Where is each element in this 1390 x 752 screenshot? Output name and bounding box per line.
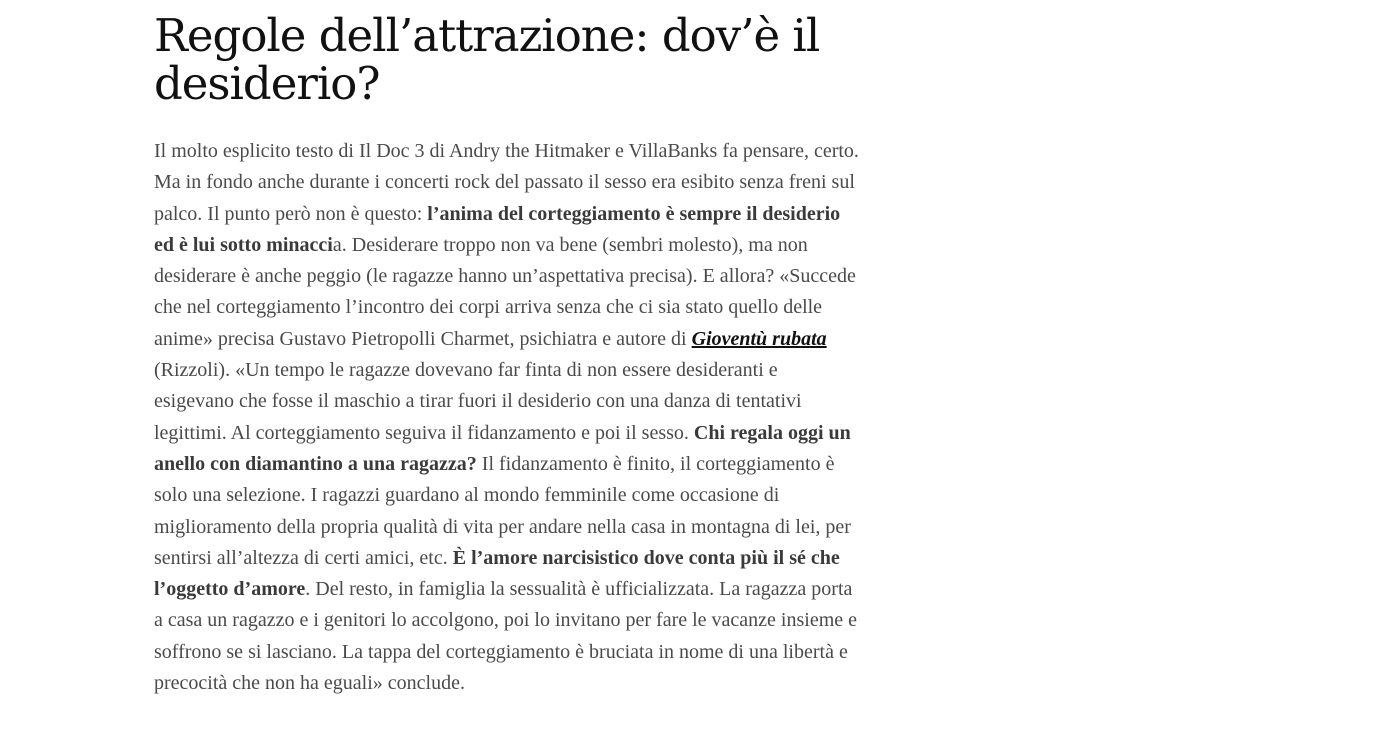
paragraph-text: Il fidanzamento è finito, il corteggiamento è solo una selezione. I ragazzi guardano al mondo femminile come occasione di miglioramento della propria qualità di vita per andare nella casa in montagna di lei, per sentirsi all’altezza di certi amici, etc.	[154, 452, 851, 569]
paragraph-text: (Rizzoli). «Un tempo le ragazze dovevano far finta di non essere desideranti e esigevano che fosse il maschio a tirar fuori il desiderio con una danza di tentativi legittimi. Al corteggiamento seguiva il fidanzamento e poi il sesso.	[154, 359, 802, 444]
bold-phrase: È l’amore narcisistico dove conta più il sé che l’oggetto d’amore	[154, 546, 840, 601]
article-title: Regole dell’attrazione: dov’è il desiderio?	[154, 9, 820, 110]
bold-phrase: l’anima del corteggiamento è sempre il desiderio ed è lui sotto minacci	[154, 202, 841, 256]
paragraph-text: Il molto esplicito testo di Il Doc 3 di Andry the Hitmaker e VillaBanks fa pensare, certo. Ma in fondo anche durante i concerti rock del passato il sesso era esibito senza freni sul palco. Il punto però non è questo:	[154, 140, 859, 225]
book-link[interactable]: Gioventù rubata	[691, 327, 827, 350]
article	[154, 9, 859, 699]
article-paragraph	[154, 136, 859, 699]
paragraph-text: . Del resto, in famiglia la sessualità è ufficializzata. La ragazza porta a casa un ragazzo e i genitori lo accolgono, poi lo invitano per fare le vacanze insieme e soffrono se si lasciano. La tappa del corteggiamento è bruciata in nome di una libertà e precocità che non ha eguali» conclude.	[154, 578, 858, 695]
bold-phrase: Chi regala oggi un anello con diamantino a una ragazza?	[154, 421, 851, 475]
paragraph-text: a. Desiderare troppo non va bene (sembri molesto), ma non desiderare è anche peggio (le ragazze hanno un’aspettativa precisa). E allora? «Succede che nel corteggiamento l’incontro dei corpi arriva senza che ci sia stato quello delle anime» precisa Gustavo Pietropolli Charmet, psichiatra e autore di	[154, 233, 856, 350]
